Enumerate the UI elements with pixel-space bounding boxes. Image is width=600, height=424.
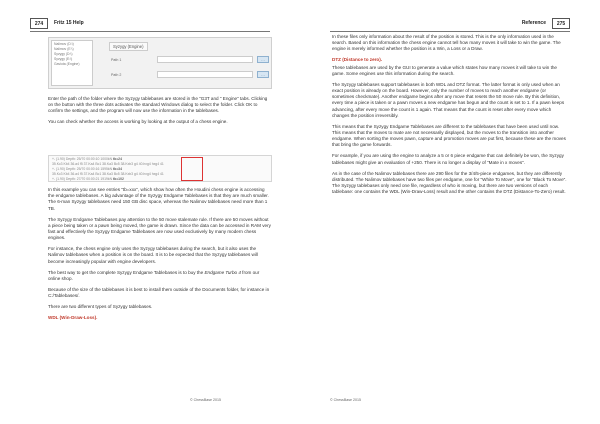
engine-line [52,167,122,171]
paragraph: This means that the Syzygy Endgame Tablebases are different to the tablebases that have been used until now. This means that the moves to mate are not necessarily displayed, but the moves to the transition into another endgame. When sorting the moves pawn, capture and promotion moves are put first, because these are the moves that bring the game forwards. [332,123,566,148]
right-footer: © ChessBase 2015 [330,398,362,402]
list-item: Gaviota (Engine) [54,62,80,66]
page-number: 275 [552,18,570,29]
engine-line-text: +- (1.90) Depth: 25/70 00:00:10 1000kN [52,157,113,161]
paragraph: Enter the path of the folder where the Syzygy tablebases are stored in the "G3T and " Engine" tabs. Clicking on the button with the three dots activates the standard Windows dialog to select the folder. Click OK to confirm the settings, and the program will now use the information in the tablebases. [48,96,268,114]
list-item: Syzygy (D:\) [54,52,73,56]
paragraph: For instance, the chess engine only uses the Syzygy tablebases during the search, but it also uses the Nalimov tablebases when a position is on the board. It is to be expected that the Syzygy tablebases will become increasingly popular with engine developers. [48,246,258,264]
path1-field [157,56,253,63]
list-item: Nalimov (E:\) [54,47,74,51]
text-run: from our online shop. [48,269,260,281]
engine-line-text: 35.Kc3 Kb4 36.a4 f5 37.Ka4 Bc1 38.Ka3 Bc5 38.Kxb3 g4 40.hxg4 hxg4 41 [52,172,164,176]
header-rule [330,31,570,32]
right-body-text [332,34,568,200]
paragraph [48,270,272,282]
tb-count: tb=34 [113,167,122,171]
tablebase-list [51,40,93,86]
paragraph: In this example you can see entries "tb=xxx", which show how often the Houdini chess engine is accessing the endgame tablebases. A big advantage of the Syzygy Endgame Tablebases is that they are much smaller. The 6-man Syzygy tablebases need 150 GB disc space, whereas the Nalimov tablebases need more than 1 TB. [48,187,269,211]
wdl-heading: WDL (Win-Draw-Loss). [48,315,98,321]
path2-field [157,71,253,78]
running-title: Reference [521,20,546,26]
right-page-header [330,18,570,29]
left-body-text [48,187,272,322]
path2-browse-button: … [257,71,269,78]
engine-line [52,157,122,161]
left-page-header [30,18,270,29]
left-footer: © ChessBase 2015 [190,398,222,402]
path2-label: Path 2 [111,73,122,77]
engine-line [52,177,124,181]
tab-syzygy-engine: Syzygy (Engine) [109,42,148,51]
right-page [300,0,600,424]
tb-count: tb=24 [113,157,122,161]
paragraph: The Syzygy Endgame Tablebases pay attention to the 50 move stalemate rule. If there are 50 moves without a piece being taken or a pawn being moved, the game is drawn. Since the data can be accessed in RAM very fast and effectively the Syzygy Endgame Tablebases are now used exclusively by many modern chess engines. [48,216,271,241]
header-rule [30,31,270,32]
text-run: The best way to get the complete Syzygy Endgame Tablebases is to buy the [48,269,205,275]
paragraph: Because of the size of the tablebases it is best to install them outside of the Documents folder, for instance in C:/Tablebases/. [48,286,270,299]
list-item: Nalimov (D:\) [54,42,74,46]
engine-line-text: +- (1.90) Depth: 27/70 00:00:21 1919kN [52,177,113,181]
engine-line [52,162,164,166]
path1-label: Path 1 [111,58,122,62]
engine-line-text: 35.Kc3 Kb4 36.a4 f5 37.Ka4 Bc1 38.Ka3 Bc5 38.Kxb3 g4 40.hxg4 hxg4 41 [52,162,164,166]
tablebase-settings-screenshot [48,37,272,89]
paragraph: In these files only information about the result of the position is stored. This is the only information used in the search. Based on this information the chess engine cannot tell how many moves it will take to win the game. The engine is merely informed whether the position is a Win, a Loss or a Draw. [332,34,561,52]
list-item: Syzygy (E:\) [54,57,73,61]
left-intro-text [48,96,272,130]
page-number: 274 [30,18,48,29]
path1-browse-button: … [257,56,269,63]
product-name: Endgame Turbo 4 [204,269,241,275]
dtz-heading: DTZ (Distance to zero). [332,57,383,63]
paragraph: As in the case of the Nalimov tablebases there are 290 files for the 3/4/5-piece endgames, but they are differently distributed. The Nalimov tablebases have two files per endgame, one for "White To Move", one for "Black To Move". The Syzygy tablebases only need one file, regardless of who is moving, but there are two versions of each tablebase: one contains the WDL (Win-Draw-Loss) result and the other contains the DTZ (Distance-To-Zero) result. [332,170,567,195]
running-title: Fritz 15 Help [54,20,84,26]
engine-output-screenshot [48,155,272,182]
tb-highlight-box [181,157,203,181]
tb-count: tb=102 [113,177,124,181]
paragraph: There are two different types of Syzygy tablebases. [48,304,153,310]
paragraph: For example, if you are using the engine to analyze a 5 or 6 piece endgame that can definitely be won, the Syzygy tablebases might give an evaluation of +250. There is no longer a display of "Mate in x moves". [332,153,564,165]
engine-line-text: +- (1.90) Depth: 25/70 00:00:16 1595kN [52,167,113,171]
paragraph: You can check whether the access is working by looking at the output of a chess engine. [48,119,228,125]
paragraph: These tablebases are used by the GUI to generate a value which states how many moves it will take to win the game. Some engines use this information during the search. [332,64,557,76]
engine-line [52,172,164,176]
paragraph: The Syzygy tablebases support tablebases in both WDL and DTZ format. The latter format is only used when an exact position is already on the board. However, only the number of moves to reach another endgame (or sometimes checkmate). Another endgame begins after any move that resets the 50 move rule. By this definition, every time a piece is taken or a pawn moves a new endgame has begun and the count is set to 1. If a pawn keeps advancing, after every move the count is 1 again. That means that the count is reset after every move which changes the position irreversibly. [332,81,565,118]
